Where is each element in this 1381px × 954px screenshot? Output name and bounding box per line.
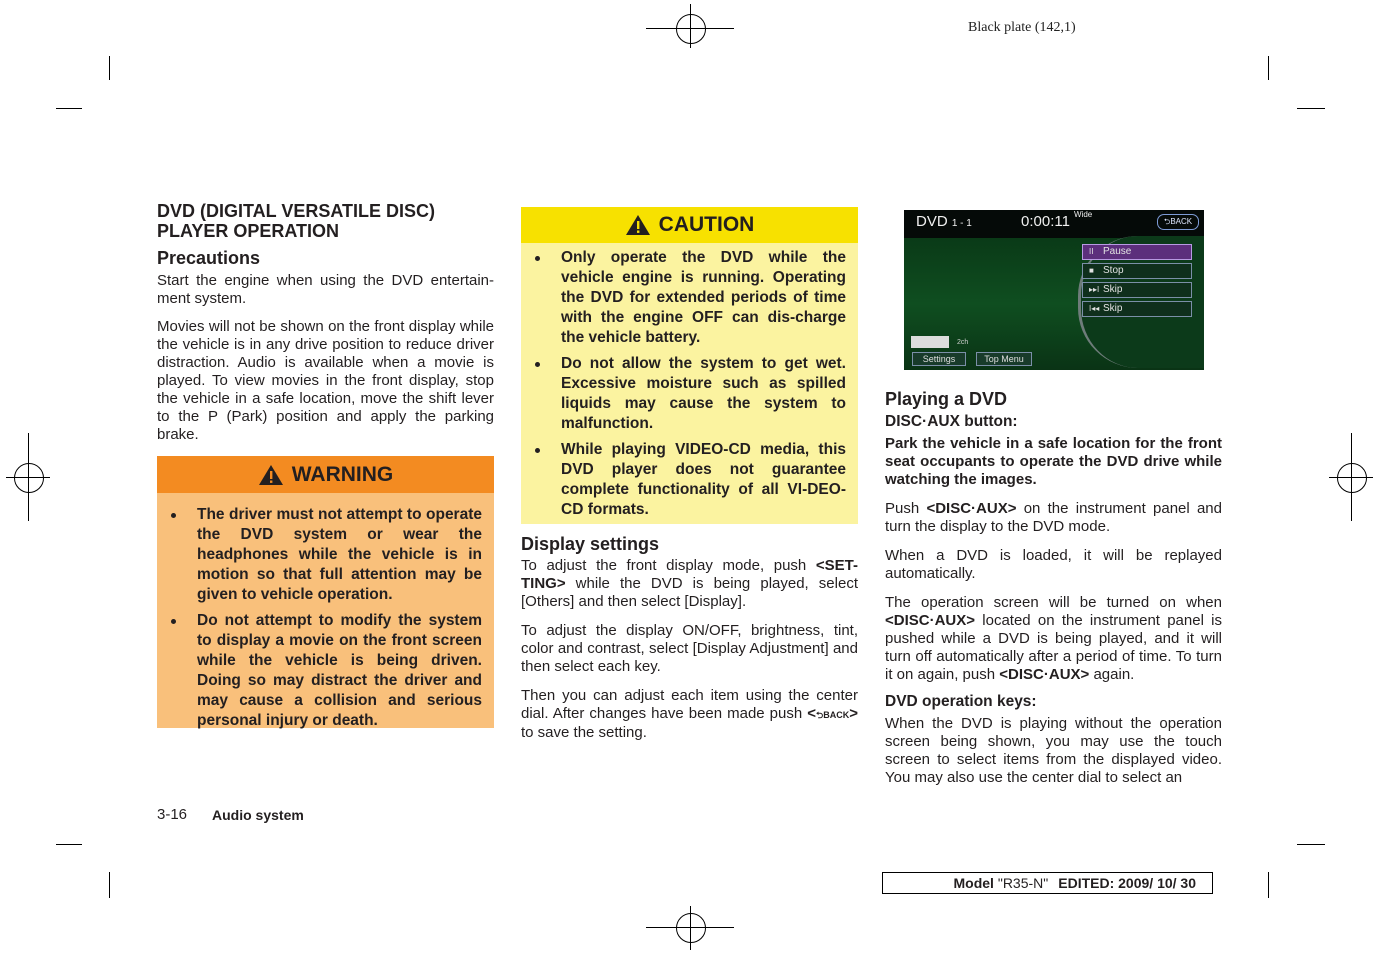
registration-mark xyxy=(676,14,706,44)
crop-mark xyxy=(1268,872,1269,898)
operation-keys-subtitle: DVD operation keys: xyxy=(885,693,1037,710)
caution-box xyxy=(521,207,858,524)
display-settings-paragraph: To adjust the display ON/OFF, brightness, tint, color and contrast, select [Display Adjustment] and then select each key. xyxy=(521,622,858,675)
playing-paragraph: When a DVD is loaded, it will be replayed automatically. xyxy=(885,547,1222,582)
warning-triangle-icon xyxy=(258,464,284,486)
pause-button[interactable]: II Pause xyxy=(1082,244,1192,260)
precautions-title: Precautions xyxy=(157,248,261,268)
playing-dvd-section xyxy=(885,388,1222,787)
screen-title: DVD 1 - 1 xyxy=(916,213,972,230)
skip-back-icon: I◂◂ xyxy=(1089,304,1100,313)
back-button[interactable]: ⮌BACK xyxy=(1157,214,1199,230)
precautions-paragraph: Movies will not be shown on the front display while the vehicle is in any drive position to reduce driver distraction. Audio is available when a movie is played. To view movies in the front display, stop the vehicle in a safe location, move the shift lever to the P (Park) position and apply the parking brake. xyxy=(157,318,494,443)
section-name: Audio system xyxy=(212,807,304,823)
display-settings-title: Display settings xyxy=(521,534,660,554)
back-icon: ⮌ xyxy=(1163,217,1171,226)
channel-label: 2ch xyxy=(957,339,969,346)
playing-warning-text: Park the vehicle in a safe location for the front seat occupants to operate the DVD drive while watching the images. xyxy=(885,435,1222,488)
skip-forward-icon: ▸▸I xyxy=(1089,285,1100,294)
crop-mark xyxy=(109,872,110,898)
heading-line-2: PLAYER OPERATION xyxy=(157,221,340,241)
skip-back-button[interactable]: I◂◂ Skip xyxy=(1082,301,1192,317)
list-item: Only operate the DVD while the vehicle engine is running. Operating the DVD for extended periods of time with the engine OFF can dis-charge the vehicle battery. xyxy=(521,248,858,348)
list-item: While playing VIDEO-CD media, this DVD player does not guarantee complete functionality of all VI-DEO-CD formats. xyxy=(521,440,858,520)
registration-mark xyxy=(1337,463,1367,493)
precautions-paragraph: Start the engine when using the DVD entertain-ment system. xyxy=(157,272,494,307)
caution-list xyxy=(521,248,858,520)
display-settings-paragraph: Then you can adjust each item using the center dial. After changes have been made push <⮌BACK> to save the setting. xyxy=(521,687,858,741)
pause-icon: II xyxy=(1089,247,1094,256)
stop-button[interactable]: ■ Stop xyxy=(1082,263,1192,279)
plate-label: Black plate (142,1) xyxy=(968,20,1076,35)
crop-mark xyxy=(56,844,82,845)
stop-icon: ■ xyxy=(1089,266,1094,275)
playing-paragraph: When the DVD is playing without the operation screen being shown, you may use the touch screen to select items from the displayed video. You may also use the center dial to select an xyxy=(885,715,1222,786)
list-item: The driver must not attempt to operate the DVD system or wear the headphones while the vehicle is in motion so that full attention may be given to vehicle operation. xyxy=(157,505,494,605)
section-heading xyxy=(157,201,497,241)
top-menu-button[interactable]: Top Menu xyxy=(976,352,1032,366)
screen-status-bar xyxy=(904,210,1204,238)
registration-mark xyxy=(14,463,44,493)
warning-triangle-icon xyxy=(625,214,651,236)
bullet-icon xyxy=(535,362,540,367)
bullet-icon xyxy=(535,448,540,453)
page-number: 3-16 xyxy=(157,806,188,823)
list-item: Do not attempt to modify the system to display a movie on the front screen while the vehicle is being driven. Doing so may distract the driver and may cause a collision and serious personal injury or death. xyxy=(157,611,494,731)
caution-title: CAUTION xyxy=(658,213,755,236)
warning-box xyxy=(157,456,494,728)
crop-mark xyxy=(1297,108,1325,109)
skip-forward-button[interactable]: ▸▸I Skip xyxy=(1082,282,1192,298)
crop-mark xyxy=(1297,844,1325,845)
settings-button[interactable]: Settings xyxy=(912,352,966,366)
dvd-screen-illustration xyxy=(904,210,1204,370)
bullet-icon xyxy=(535,256,540,261)
playing-paragraph: The operation screen will be turned on when <DISC·AUX> located on the instrument panel is pushed while a DVD is being played, and it will turn off automatically after a period of time. To turn it on again, push <DISC·AUX> again. xyxy=(885,594,1222,683)
screen-time: 0:00:11 xyxy=(1021,213,1070,230)
playing-paragraph: Push <DISC·AUX> on the instrument panel and turn the display to the DVD mode. xyxy=(885,500,1222,535)
back-key-icon: ⮌BACK xyxy=(816,710,850,720)
bullet-icon xyxy=(171,513,176,518)
precautions-section xyxy=(157,247,494,444)
caution-header xyxy=(521,207,858,243)
model-info-box: Model "R35-N" EDITED: 2009/ 10/ 30 xyxy=(882,872,1213,894)
playing-title: Playing a DVD xyxy=(885,389,1008,409)
display-settings-section xyxy=(521,533,858,742)
dolby-logo-icon xyxy=(911,336,949,348)
registration-mark xyxy=(676,913,706,943)
crop-mark xyxy=(109,56,110,80)
screen-wide: Wide xyxy=(1074,210,1093,219)
display-settings-paragraph: To adjust the front display mode, push <SET-TING> while the DVD is being played, select [Others] and then select [Display]. xyxy=(521,557,858,610)
disc-aux-subtitle: DISC·AUX button: xyxy=(885,413,1018,430)
warning-header xyxy=(157,456,494,493)
heading-line-1: DVD (DIGITAL VERSATILE DISC) xyxy=(157,201,436,221)
bullet-icon xyxy=(171,619,176,624)
list-item: Do not allow the system to get wet. Excessive moisture such as spilled liquids may cause the system to malfunction. xyxy=(521,354,858,434)
warning-title: WARNING xyxy=(291,462,394,486)
crop-mark xyxy=(56,108,82,109)
warning-list xyxy=(157,505,494,731)
crop-mark xyxy=(1268,56,1269,80)
